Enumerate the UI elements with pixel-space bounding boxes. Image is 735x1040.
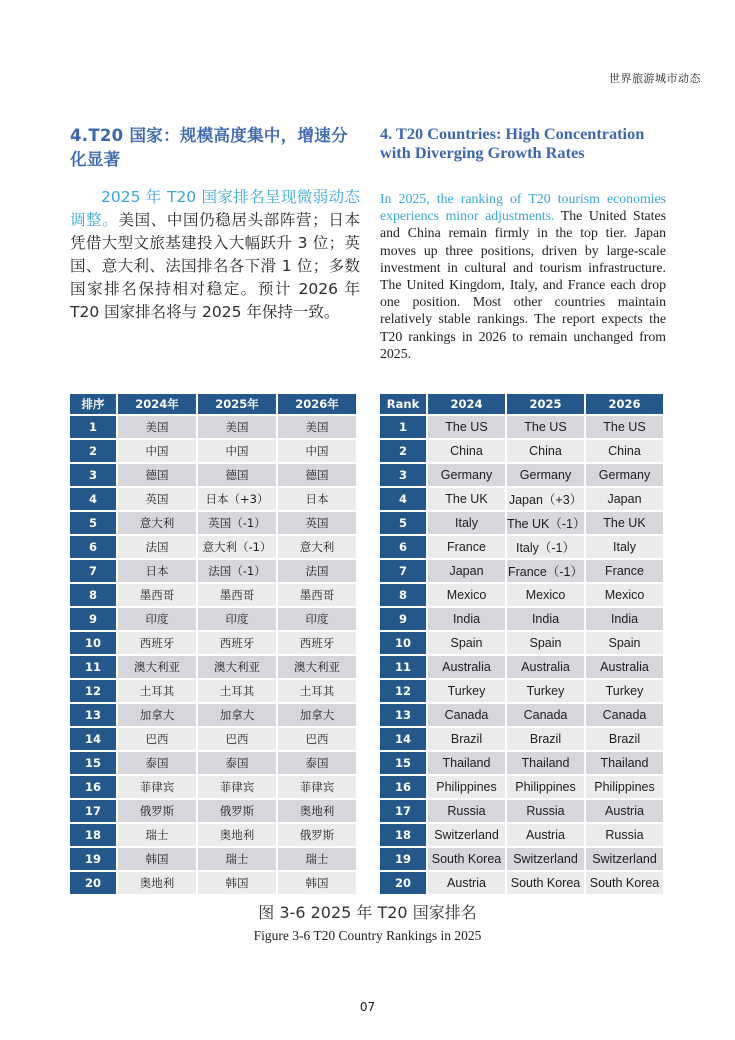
country-cell: Australia xyxy=(428,656,505,678)
country-cell: 墨西哥 xyxy=(198,584,276,606)
body-paragraph-en xyxy=(380,190,666,362)
table-row xyxy=(70,776,356,798)
country-cell: Austria xyxy=(507,824,584,846)
country-cell: India xyxy=(428,608,505,630)
rank-cell: 5 xyxy=(380,512,426,534)
country-cell: 美国 xyxy=(198,416,276,438)
country-cell: Russia xyxy=(586,824,663,846)
country-cell: Germany xyxy=(428,464,505,486)
country-cell: Thailand xyxy=(428,752,505,774)
table-row xyxy=(70,584,356,606)
table-row xyxy=(70,464,356,486)
country-cell: 中国 xyxy=(278,440,356,462)
table-row xyxy=(70,848,356,870)
country-cell: Brazil xyxy=(586,728,663,750)
country-cell: 法国 xyxy=(278,560,356,582)
table-row xyxy=(380,632,663,654)
country-cell: 瑞士 xyxy=(278,848,356,870)
country-cell: Russia xyxy=(428,800,505,822)
country-cell: 西班牙 xyxy=(278,632,356,654)
rank-cell: 4 xyxy=(70,488,116,510)
rank-cell: 18 xyxy=(70,824,116,846)
table-row xyxy=(380,728,663,750)
country-cell: 奥地利 xyxy=(198,824,276,846)
country-cell: Brazil xyxy=(428,728,505,750)
table-row xyxy=(70,560,356,582)
country-cell: 巴西 xyxy=(118,728,196,750)
rank-cell: 19 xyxy=(380,848,426,870)
country-cell: The UK xyxy=(586,512,663,534)
country-cell: 俄罗斯 xyxy=(198,800,276,822)
rank-cell: 17 xyxy=(380,800,426,822)
rank-cell: 2 xyxy=(70,440,116,462)
rank-cell: 18 xyxy=(380,824,426,846)
table-header-row xyxy=(70,394,356,414)
country-cell: India xyxy=(586,608,663,630)
rank-cell: 8 xyxy=(380,584,426,606)
column-header-2024: 2024年 xyxy=(118,394,196,414)
country-cell: 法国（-1） xyxy=(198,560,276,582)
body-paragraph-zh xyxy=(70,186,360,324)
column-header-2026: 2026 xyxy=(586,394,663,414)
country-cell: Austria xyxy=(586,800,663,822)
country-cell: 法国 xyxy=(118,536,196,558)
country-cell: Thailand xyxy=(507,752,584,774)
section-heading-en-block xyxy=(380,124,666,162)
country-cell: Canada xyxy=(428,704,505,726)
country-cell: Italy xyxy=(586,536,663,558)
rank-cell: 16 xyxy=(380,776,426,798)
table-row xyxy=(380,560,663,582)
figure-caption-zh: 图 3-6 2025 年 T20 国家排名 xyxy=(258,903,477,922)
country-cell: 中国 xyxy=(198,440,276,462)
column-header-2024: 2024 xyxy=(428,394,505,414)
country-cell: China xyxy=(586,440,663,462)
table-row xyxy=(380,512,663,534)
country-cell: Japan xyxy=(586,488,663,510)
country-cell: 英国（-1） xyxy=(198,512,276,534)
table-row xyxy=(70,512,356,534)
country-cell: 印度 xyxy=(278,608,356,630)
country-cell: 美国 xyxy=(118,416,196,438)
table-row xyxy=(380,488,663,510)
country-cell: 巴西 xyxy=(278,728,356,750)
rank-cell: 13 xyxy=(70,704,116,726)
country-cell: Italy（-1） xyxy=(507,536,584,558)
section-heading-zh: 4.T20 国家：规模高度集中，增速分化显著 xyxy=(70,126,348,169)
country-cell: Russia xyxy=(507,800,584,822)
country-cell: Philippines xyxy=(428,776,505,798)
rank-cell: 16 xyxy=(70,776,116,798)
rank-cell: 17 xyxy=(70,800,116,822)
country-cell: 土耳其 xyxy=(278,680,356,702)
table-body-en xyxy=(380,416,663,894)
country-cell: 泰国 xyxy=(198,752,276,774)
rank-cell: 11 xyxy=(380,656,426,678)
column-header-2025: 2025 xyxy=(507,394,584,414)
country-cell: 澳大利亚 xyxy=(198,656,276,678)
country-cell: 菲律宾 xyxy=(278,776,356,798)
country-cell: The UK xyxy=(428,488,505,510)
rank-cell: 3 xyxy=(380,464,426,486)
country-cell: Italy xyxy=(428,512,505,534)
country-cell: 意大利（-1） xyxy=(198,536,276,558)
table-row xyxy=(70,824,356,846)
table-row xyxy=(380,824,663,846)
table-row xyxy=(380,776,663,798)
country-cell: South Korea xyxy=(428,848,505,870)
country-cell: Spain xyxy=(586,632,663,654)
country-cell: 德国 xyxy=(278,464,356,486)
table-row xyxy=(380,800,663,822)
table-row xyxy=(70,608,356,630)
country-cell: Philippines xyxy=(507,776,584,798)
country-cell: 德国 xyxy=(198,464,276,486)
rank-cell: 19 xyxy=(70,848,116,870)
country-cell: Switzerland xyxy=(507,848,584,870)
country-cell: Austria xyxy=(428,872,505,894)
table-row xyxy=(380,704,663,726)
country-cell: Switzerland xyxy=(586,848,663,870)
country-cell: 德国 xyxy=(118,464,196,486)
table-row xyxy=(380,464,663,486)
country-cell: 日本 xyxy=(278,488,356,510)
figure-caption-en: Figure 3-6 T20 Country Rankings in 2025 xyxy=(253,928,482,943)
country-cell: Brazil xyxy=(507,728,584,750)
rank-cell: 20 xyxy=(70,872,116,894)
section-heading-en: 4. T20 Countries: High Concentration with Diverging Growth Rates xyxy=(380,124,645,162)
country-cell: The US xyxy=(507,416,584,438)
country-cell: 西班牙 xyxy=(118,632,196,654)
country-cell: Japan（+3） xyxy=(507,488,584,510)
country-cell: 加拿大 xyxy=(278,704,356,726)
country-cell: The US xyxy=(586,416,663,438)
country-cell: 韩国 xyxy=(278,872,356,894)
country-cell: 印度 xyxy=(118,608,196,630)
table-row xyxy=(380,608,663,630)
table-row xyxy=(380,848,663,870)
table-row xyxy=(380,680,663,702)
table-row xyxy=(70,440,356,462)
rank-cell: 5 xyxy=(70,512,116,534)
country-cell: 瑞士 xyxy=(118,824,196,846)
country-cell: France xyxy=(586,560,663,582)
rank-cell: 10 xyxy=(70,632,116,654)
table-row xyxy=(70,656,356,678)
column-header-2026: 2026年 xyxy=(278,394,356,414)
country-cell: 西班牙 xyxy=(198,632,276,654)
country-cell: Switzerland xyxy=(428,824,505,846)
table-body-zh xyxy=(70,416,356,894)
country-cell: 韩国 xyxy=(118,848,196,870)
country-cell: The US xyxy=(428,416,505,438)
country-cell: 巴西 xyxy=(198,728,276,750)
country-cell: 俄罗斯 xyxy=(118,800,196,822)
rank-cell: 15 xyxy=(380,752,426,774)
table-row xyxy=(70,704,356,726)
table-row xyxy=(70,632,356,654)
country-cell: 澳大利亚 xyxy=(118,656,196,678)
country-cell: Japan xyxy=(428,560,505,582)
column-header-rank: Rank xyxy=(380,394,426,414)
rank-cell: 11 xyxy=(70,656,116,678)
country-cell: India xyxy=(507,608,584,630)
rank-cell: 4 xyxy=(380,488,426,510)
rank-cell: 13 xyxy=(380,704,426,726)
country-cell: China xyxy=(507,440,584,462)
country-cell: 泰国 xyxy=(118,752,196,774)
table-row xyxy=(70,800,356,822)
table-row xyxy=(380,440,663,462)
table-row xyxy=(380,536,663,558)
table-row xyxy=(70,872,356,894)
section-heading-zh-block xyxy=(70,124,360,172)
table-row xyxy=(70,416,356,438)
country-cell: Mexico xyxy=(507,584,584,606)
country-cell: Mexico xyxy=(428,584,505,606)
country-cell: 韩国 xyxy=(198,872,276,894)
rank-cell: 12 xyxy=(70,680,116,702)
rank-cell: 14 xyxy=(380,728,426,750)
rank-cell: 6 xyxy=(380,536,426,558)
rank-cell: 8 xyxy=(70,584,116,606)
rank-cell: 9 xyxy=(380,608,426,630)
table-row xyxy=(380,872,663,894)
country-cell: Spain xyxy=(428,632,505,654)
country-cell: France xyxy=(428,536,505,558)
country-cell: Thailand xyxy=(586,752,663,774)
column-header-2025: 2025年 xyxy=(198,394,276,414)
rank-cell: 6 xyxy=(70,536,116,558)
country-cell: 澳大利亚 xyxy=(278,656,356,678)
country-cell: 土耳其 xyxy=(198,680,276,702)
country-cell: 英国 xyxy=(118,488,196,510)
body-highlight-zh: 2025 年 T20 国家排名呈现微弱动态调整。 xyxy=(70,188,360,229)
body-text-en: The United States and China remain firmly in the top tier. Japan moves up three positions, driven by large-scale investment in cultural and tourism infrastructure. The United Kingdom, Italy, and France each drop one position. Most other countries maintain relatively stable rankings. The report expects the T20 rankings in 2026 to remain unchanged from 2025. xyxy=(380,208,666,361)
page-number: 07 xyxy=(359,1000,376,1014)
country-cell: Australia xyxy=(507,656,584,678)
country-cell: Turkey xyxy=(507,680,584,702)
country-cell: Philippines xyxy=(586,776,663,798)
country-cell: Turkey xyxy=(586,680,663,702)
rank-cell: 15 xyxy=(70,752,116,774)
country-cell: The UK（-1） xyxy=(507,512,584,534)
country-cell: 墨西哥 xyxy=(118,584,196,606)
country-cell: Germany xyxy=(586,464,663,486)
country-cell: France（-1） xyxy=(507,560,584,582)
country-cell: 瑞士 xyxy=(198,848,276,870)
ranking-table-zh xyxy=(68,392,358,896)
country-cell: 菲律宾 xyxy=(198,776,276,798)
table-row xyxy=(70,680,356,702)
table-row xyxy=(70,488,356,510)
rank-cell: 7 xyxy=(380,560,426,582)
rank-cell: 3 xyxy=(70,464,116,486)
country-cell: Canada xyxy=(507,704,584,726)
ranking-table-en xyxy=(378,392,665,896)
country-cell: 印度 xyxy=(198,608,276,630)
country-cell: China xyxy=(428,440,505,462)
country-cell: Germany xyxy=(507,464,584,486)
rank-cell: 2 xyxy=(380,440,426,462)
rank-cell: 10 xyxy=(380,632,426,654)
country-cell: South Korea xyxy=(586,872,663,894)
rank-cell: 14 xyxy=(70,728,116,750)
country-cell: 俄罗斯 xyxy=(278,824,356,846)
country-cell: 意大利 xyxy=(118,512,196,534)
column-header-rank: 排序 xyxy=(70,394,116,414)
country-cell: 日本 xyxy=(118,560,196,582)
country-cell: 加拿大 xyxy=(118,704,196,726)
country-cell: 土耳其 xyxy=(118,680,196,702)
country-cell: Mexico xyxy=(586,584,663,606)
country-cell: 奥地利 xyxy=(118,872,196,894)
body-highlight-en: In 2025, the ranking of T20 tourism economies experiencs minor adjustments. xyxy=(380,191,666,224)
country-cell: 泰国 xyxy=(278,752,356,774)
country-cell: 日本（+3） xyxy=(198,488,276,510)
country-cell: 墨西哥 xyxy=(278,584,356,606)
rank-cell: 7 xyxy=(70,560,116,582)
country-cell: 中国 xyxy=(118,440,196,462)
country-cell: Australia xyxy=(586,656,663,678)
table-header-row xyxy=(380,394,663,414)
table-row xyxy=(70,752,356,774)
rank-cell: 20 xyxy=(380,872,426,894)
body-text-zh: 美国、中国仍稳居头部阵营；日本凭借大型文旅基建投入大幅跃升 3 位；英国、意大利、法国排名各下滑 1 位；多数国家排名保持相对稳定。预计 2026 年 T20 国家排名将与 2025 年保持一致。 xyxy=(70,211,360,321)
table-row xyxy=(70,536,356,558)
running-title: 世界旅游城市动态 xyxy=(609,72,701,85)
table-row xyxy=(380,584,663,606)
country-cell: 美国 xyxy=(278,416,356,438)
table-row xyxy=(380,656,663,678)
country-cell: 奥地利 xyxy=(278,800,356,822)
rank-cell: 12 xyxy=(380,680,426,702)
table-row xyxy=(70,728,356,750)
country-cell: 英国 xyxy=(278,512,356,534)
table-row xyxy=(380,752,663,774)
rank-cell: 1 xyxy=(380,416,426,438)
rank-cell: 1 xyxy=(70,416,116,438)
rank-cell: 9 xyxy=(70,608,116,630)
country-cell: Turkey xyxy=(428,680,505,702)
country-cell: Spain xyxy=(507,632,584,654)
country-cell: South Korea xyxy=(507,872,584,894)
country-cell: 菲律宾 xyxy=(118,776,196,798)
table-row xyxy=(380,416,663,438)
country-cell: 加拿大 xyxy=(198,704,276,726)
country-cell: 意大利 xyxy=(278,536,356,558)
country-cell: Canada xyxy=(586,704,663,726)
